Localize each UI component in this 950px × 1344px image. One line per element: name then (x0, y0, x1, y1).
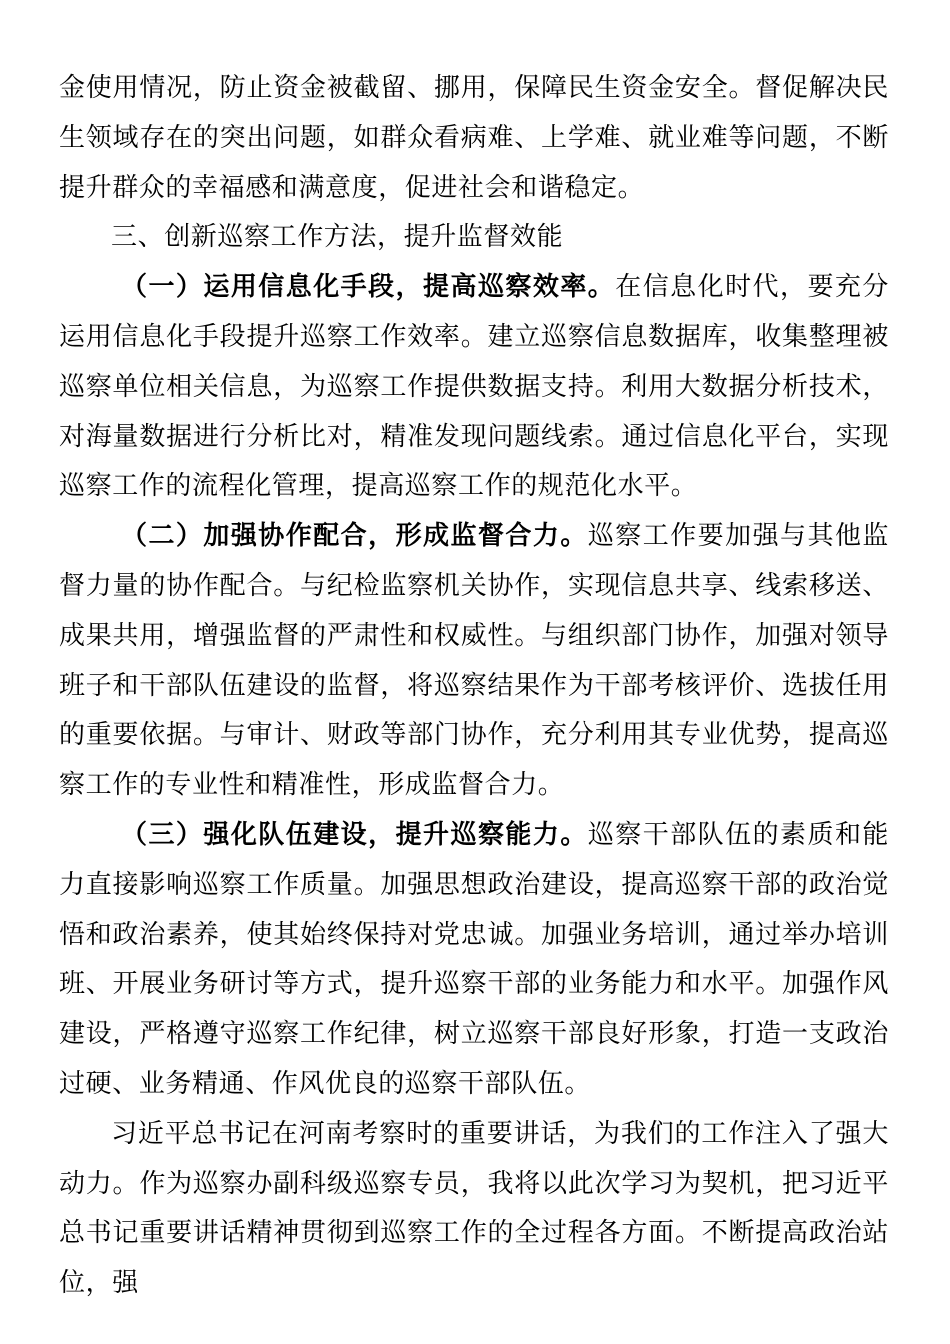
paragraph-informatization (59, 263, 889, 512)
paragraph-continuation (59, 64, 889, 213)
section-heading-text: 三、创新巡察工作方法，提升监督效能 (111, 222, 564, 253)
paragraph-text: 金使用情况，防止资金被截留、挪用，保障民生资金安全。督促解决民生领域存在的突出问题，如群众看病难、上学难、就业难等问题，不断提升群众的幸福感和满意度，促进社会和谐稳定。 (59, 73, 889, 203)
paragraph-lead: （一）运用信息化手段，提高巡察效率。 (121, 272, 616, 303)
paragraph-text: 巡察工作要加强与其他监督力量的协作配合。与纪检监察机关协作，实现信息共享、线索移送、成果共用，增强监督的严肃性和权威性。与组织部门协作，加强对领导班子和干部队伍建设的监督，将巡察结果作为干部考核评价、选拔任用的重要依据。与审计、财政等部门协作，充分利用其专业优势，提高巡察工作的专业性和精准性，形成监督合力。 (59, 521, 890, 801)
paragraph-cooperation (59, 512, 889, 811)
paragraph-lead: （二）加强协作配合，形成监督合力。 (121, 521, 588, 552)
paragraph-text: 在信息化时代，要充分运用信息化手段提升巡察工作效率。建立巡察信息数据库，收集整理被巡察单位相关信息，为巡察工作提供数据支持。利用大数据分析技术，对海量数据进行分析比对，精准发现问题线索。通过信息化平台，实现巡察工作的流程化管理，提高巡察工作的规范化水平。 (59, 272, 889, 502)
paragraph-lead: （三）强化队伍建设，提升巡察能力。 (121, 819, 588, 850)
section-heading (59, 213, 889, 263)
paragraph-text: 习近平总书记在河南考察时的重要讲话，为我们的工作注入了强大动力。作为巡察办副科级巡察专员，我将以此次学习为契机，把习近平总书记重要讲话精神贯彻到巡察工作的全过程各方面。不断提高政治站位，强 (59, 1118, 889, 1299)
paragraph-text: 巡察干部队伍的素质和能力直接影响巡察工作质量。加强思想政治建设，提高巡察干部的政治觉悟和政治素养，使其始终保持对党忠诚。加强业务培训，通过举办培训班、开展业务研讨等方式，提升巡察干部的业务能力和水平。加强作风建设，严格遵守巡察工作纪律，树立巡察干部良好形象，打造一支政治过硬、业务精通、作风优良的巡察干部队伍。 (59, 819, 890, 1099)
paragraph-conclusion (59, 1110, 889, 1309)
paragraph-team-building (59, 811, 889, 1110)
document-page (59, 64, 889, 1309)
